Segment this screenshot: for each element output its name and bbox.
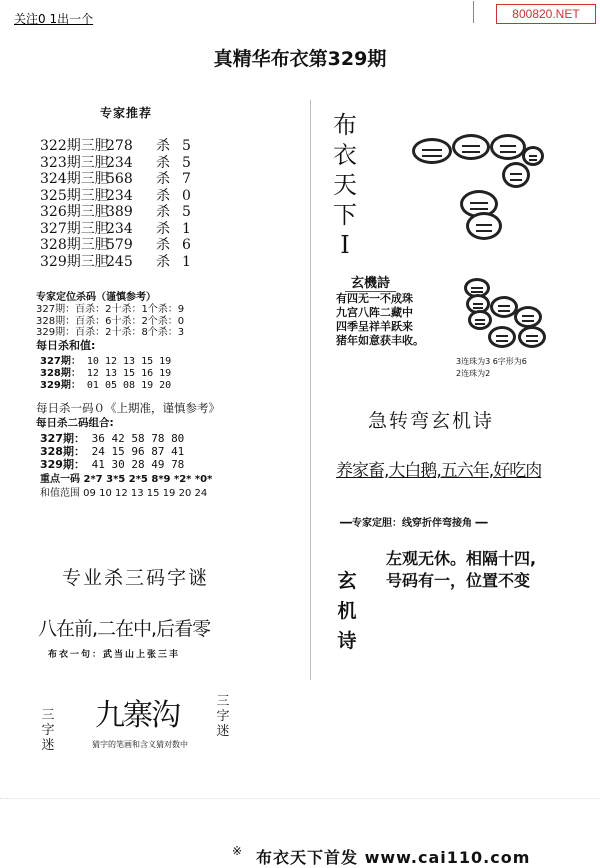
vertical-char: 布 xyxy=(333,111,357,139)
recommend-row: 323期三胆234 杀 5 xyxy=(40,154,191,171)
hand-line: 养家畜,大白鹅,五六年,好吃肉 xyxy=(336,461,542,481)
top-link[interactable]: 关注0 1出一个 xyxy=(14,12,94,26)
daily-two-row: 328期： 24 15 96 87 41 xyxy=(40,445,185,458)
page-title: 真精华布衣第329期 xyxy=(213,48,387,70)
vertical-char: 机 xyxy=(337,600,357,622)
footer-deco-icon: ※ xyxy=(232,844,243,858)
poem-line: 猪年如意获丰收。 xyxy=(336,334,424,347)
recommend-row: 329期三胆245 杀 1 xyxy=(40,253,191,270)
bead-caption-1: 3连珠为3 6字形为6 xyxy=(456,357,527,366)
recommend-title: 专家推荐 xyxy=(100,106,153,120)
daily-two-row: 329期： 41 30 28 49 78 xyxy=(40,458,185,471)
recommend-list xyxy=(40,138,191,270)
poem-lines xyxy=(336,292,424,348)
poem-line: 四季呈祥羊跃来 xyxy=(336,320,413,333)
position-kill-row: 327期：百杀：2十杀：1个杀：9 xyxy=(36,303,185,315)
daily-sum-row: 328期： 12 13 15 16 19 xyxy=(40,368,172,379)
daily-sum-row: 329期： 01 05 08 19 20 xyxy=(40,380,172,391)
buyi-vertical-title xyxy=(325,110,365,260)
recommend-row: 324期三胆568 杀 7 xyxy=(40,171,191,187)
daily-sum-rows xyxy=(40,356,171,392)
position-kill-title: 专家定位杀码（谨慎参考） xyxy=(36,292,156,303)
faint-divider xyxy=(0,798,600,809)
seven-bead-figure xyxy=(410,128,540,238)
position-kill-block xyxy=(36,292,184,352)
bead-caption-2: 2连珠为2 xyxy=(456,369,491,378)
sanzi-left: 三 字 迷 xyxy=(41,708,55,753)
sha-title: 专业杀三码字谜 xyxy=(62,567,210,589)
recommend-row: 328期三胆579 杀 6 xyxy=(40,237,191,253)
daily-sum-title: 每日杀和值: xyxy=(36,339,96,353)
daily-two-rows xyxy=(40,432,184,471)
position-kill-row: 328期：百杀：6十杀：2个杀：0 xyxy=(36,315,185,327)
recommend-row: 327期三胆234 杀 1 xyxy=(40,220,191,237)
daily-sum-row: 327期： 10 12 13 15 19 xyxy=(40,356,172,367)
column-divider xyxy=(310,100,311,680)
site-badge[interactable]: 800820.NET xyxy=(496,4,596,24)
xuan-poem-line: 号码有一，位置不变 xyxy=(386,571,531,590)
recommend-row: 325期三胆234 杀 0 xyxy=(40,187,191,204)
sum-range: 和值范围 09 10 12 13 15 19 20 24 xyxy=(40,488,208,499)
buyi-line: 布衣一句：武当山上张三丰 xyxy=(48,650,181,660)
daily-two-row: 327期： 36 42 58 78 80 xyxy=(40,432,185,445)
riddle-hint: 猜字的笔画和含义猜对数中 xyxy=(92,740,188,749)
six-bead-figure xyxy=(462,276,552,352)
daily-one-code: 每日杀一码０《上期准，谨慎参考》 xyxy=(36,401,220,415)
recommend-row: 322期三胆278 杀 5 xyxy=(40,138,191,154)
vertical-char: 诗 xyxy=(337,630,357,652)
vertical-char: I xyxy=(340,231,350,259)
sanzi-right: 三 字 迷 xyxy=(216,694,230,739)
vertical-char: 衣 xyxy=(333,141,357,169)
urgent-title: 急转弯玄机诗 xyxy=(368,410,495,432)
xuan-poem-line: 左观无休。相隔十四, xyxy=(386,549,537,568)
poem-line: 有四无一不成珠 xyxy=(336,292,413,305)
sha-poem: 八在前,二在中,后看零 xyxy=(38,618,211,640)
vertical-char: 下 xyxy=(333,201,357,229)
vertical-char: 玄 xyxy=(337,570,357,592)
poem-line: 九宫八阵二藏中 xyxy=(336,306,413,319)
position-kill-row: 329期：百杀：2十杀：8个杀：3 xyxy=(36,327,185,339)
xuan-poem xyxy=(386,548,536,592)
recommend-row: 326期三胆389 杀 5 xyxy=(40,204,191,220)
xuan-vertical-title xyxy=(335,566,359,656)
poem-title: 玄機詩 xyxy=(345,272,396,292)
footer-text[interactable]: 布衣天下首发 www.cai110.com xyxy=(256,848,531,867)
riddle-word: 九寨沟 xyxy=(95,698,179,733)
daily-two-title: 每日杀二码组合: xyxy=(36,417,114,429)
expert-line: ━━专家定胆：线穿折伴弯接角 ━━ xyxy=(340,518,488,529)
vertical-char: 天 xyxy=(333,171,357,199)
focus-line: 重点一码 2*7 3*5 2*5 8*9 *2* *0* xyxy=(40,474,213,485)
